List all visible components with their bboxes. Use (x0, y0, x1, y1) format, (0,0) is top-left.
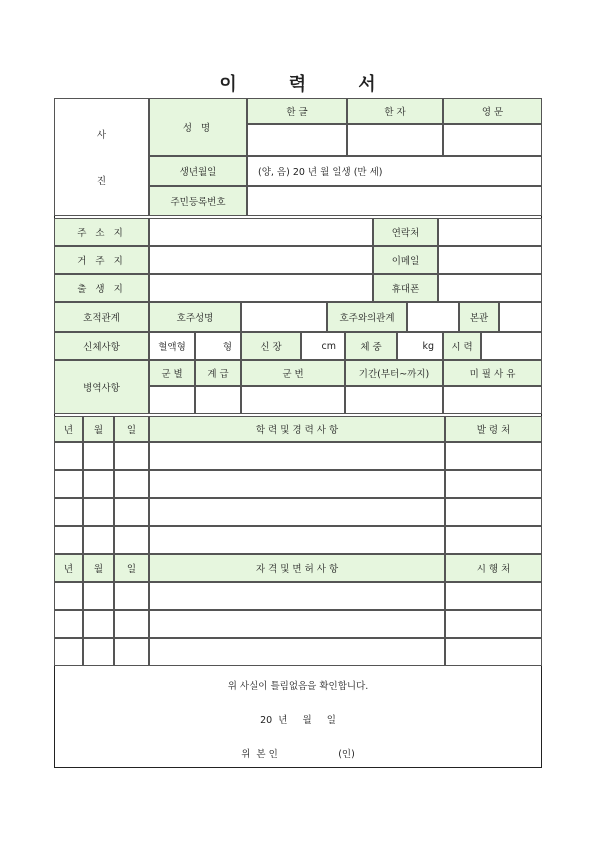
confirmation-section (54, 666, 542, 768)
height-field[interactable]: cm (301, 332, 345, 360)
weight-label: 체 중 (345, 332, 397, 360)
license-year-header: 년 (54, 554, 83, 582)
birth-label: 생년월일 (149, 156, 247, 186)
license-day-cell[interactable] (114, 638, 149, 666)
sight-field[interactable] (481, 332, 542, 360)
name-english-field[interactable] (443, 124, 542, 156)
mobile-field[interactable] (438, 274, 542, 302)
photo-label: 진 (96, 176, 107, 187)
license-issuer-cell[interactable] (445, 638, 542, 666)
career-day-header: 일 (114, 416, 149, 442)
birth-field[interactable]: (양, 음) 20 년 월 일생 (만 세) (247, 156, 542, 186)
contact-field[interactable] (438, 218, 542, 246)
license-detail-cell[interactable] (149, 610, 445, 638)
mobile-label: 휴대폰 (373, 274, 438, 302)
birthplace-label: 출 생 지 (54, 274, 149, 302)
license-detail-cell[interactable] (149, 638, 445, 666)
rrn-field[interactable] (247, 186, 542, 216)
career-month-cell[interactable] (83, 470, 114, 498)
document-title (0, 70, 595, 96)
title-char: 력 (288, 74, 307, 95)
height-label: 신 장 (241, 332, 301, 360)
career-year-cell[interactable] (54, 526, 83, 554)
career-day-cell[interactable] (114, 526, 149, 554)
career-month-cell[interactable] (83, 498, 114, 526)
weight-field[interactable]: kg (397, 332, 443, 360)
name-label: 성 명 (149, 98, 247, 156)
career-year-cell[interactable] (54, 442, 83, 470)
rank-header: 계 급 (195, 360, 241, 386)
career-day-cell[interactable] (114, 498, 149, 526)
head-name-label: 호주성명 (149, 302, 241, 332)
license-issuer-cell[interactable] (445, 582, 542, 610)
career-year-cell[interactable] (54, 498, 83, 526)
license-year-cell[interactable] (54, 582, 83, 610)
period-header: 기간(부터~까지) (345, 360, 443, 386)
military-label: 병역사항 (54, 360, 149, 414)
head-name-field[interactable] (241, 302, 327, 332)
confirm-date: 20 년 월 일 (260, 715, 336, 726)
career-heading: 학 력 및 경 력 사 항 (149, 416, 445, 442)
career-detail-cell[interactable] (149, 442, 445, 470)
period-field[interactable] (345, 386, 443, 414)
license-day-cell[interactable] (114, 582, 149, 610)
license-issuer-cell[interactable] (445, 610, 542, 638)
career-issuer-header: 발 령 처 (445, 416, 542, 442)
license-year-cell[interactable] (54, 638, 83, 666)
relation-field[interactable] (407, 302, 459, 332)
confirm-signer: 위 본 인 (인) (241, 749, 355, 760)
license-day-header: 일 (114, 554, 149, 582)
origin-label: 본관 (459, 302, 499, 332)
license-detail-cell[interactable] (149, 582, 445, 610)
career-issuer-cell[interactable] (445, 498, 542, 526)
name-hanja-field[interactable] (347, 124, 443, 156)
career-year-cell[interactable] (54, 470, 83, 498)
career-month-cell[interactable] (83, 442, 114, 470)
license-heading: 자 격 및 면 허 사 항 (149, 554, 445, 582)
birthplace-field[interactable] (149, 274, 373, 302)
license-day-cell[interactable] (114, 610, 149, 638)
career-detail-cell[interactable] (149, 470, 445, 498)
career-year-header: 년 (54, 416, 83, 442)
exempt-field[interactable] (443, 386, 542, 414)
service-number-field[interactable] (241, 386, 345, 414)
origin-field[interactable] (499, 302, 542, 332)
career-day-cell[interactable] (114, 470, 149, 498)
residence-field[interactable] (149, 246, 373, 274)
title-char: 서 (358, 74, 376, 95)
career-month-header: 월 (83, 416, 114, 442)
address-label: 주 소 지 (54, 218, 149, 246)
license-month-cell[interactable] (83, 638, 114, 666)
title-char: 이 (219, 74, 237, 95)
license-year-cell[interactable] (54, 610, 83, 638)
relation-label: 호주와의관계 (327, 302, 407, 332)
email-field[interactable] (438, 246, 542, 274)
residence-label: 거 주 지 (54, 246, 149, 274)
hanja-header: 한 자 (347, 98, 443, 124)
rrn-label: 주민등록번호 (149, 186, 247, 216)
license-issuer-header: 시 행 처 (445, 554, 542, 582)
branch-field[interactable] (149, 386, 195, 414)
photo-area[interactable] (54, 98, 149, 216)
career-issuer-cell[interactable] (445, 526, 542, 554)
career-detail-cell[interactable] (149, 526, 445, 554)
email-label: 이메일 (373, 246, 438, 274)
contact-label: 연락처 (373, 218, 438, 246)
photo-label: 사 (96, 130, 107, 141)
body-label: 신체사항 (54, 332, 149, 360)
blood-label: 혈액형 (149, 332, 195, 360)
career-day-cell[interactable] (114, 442, 149, 470)
hangul-header: 한 글 (247, 98, 347, 124)
career-issuer-cell[interactable] (445, 442, 542, 470)
license-month-cell[interactable] (83, 582, 114, 610)
address-field[interactable] (149, 218, 373, 246)
service-number-header: 군 번 (241, 360, 345, 386)
name-hangul-field[interactable] (247, 124, 347, 156)
sight-label: 시 력 (443, 332, 481, 360)
license-month-cell[interactable] (83, 610, 114, 638)
license-month-header: 월 (83, 554, 114, 582)
career-issuer-cell[interactable] (445, 470, 542, 498)
branch-header: 군 별 (149, 360, 195, 386)
exempt-header: 미 필 사 유 (443, 360, 542, 386)
career-month-cell[interactable] (83, 526, 114, 554)
blood-field[interactable]: 형 (195, 332, 241, 360)
confirm-statement: 위 사실이 틀림없음을 확인합니다. (227, 681, 369, 692)
registry-label: 호적관계 (54, 302, 149, 332)
english-header: 영 문 (443, 98, 542, 124)
career-detail-cell[interactable] (149, 498, 445, 526)
rank-field[interactable] (195, 386, 241, 414)
